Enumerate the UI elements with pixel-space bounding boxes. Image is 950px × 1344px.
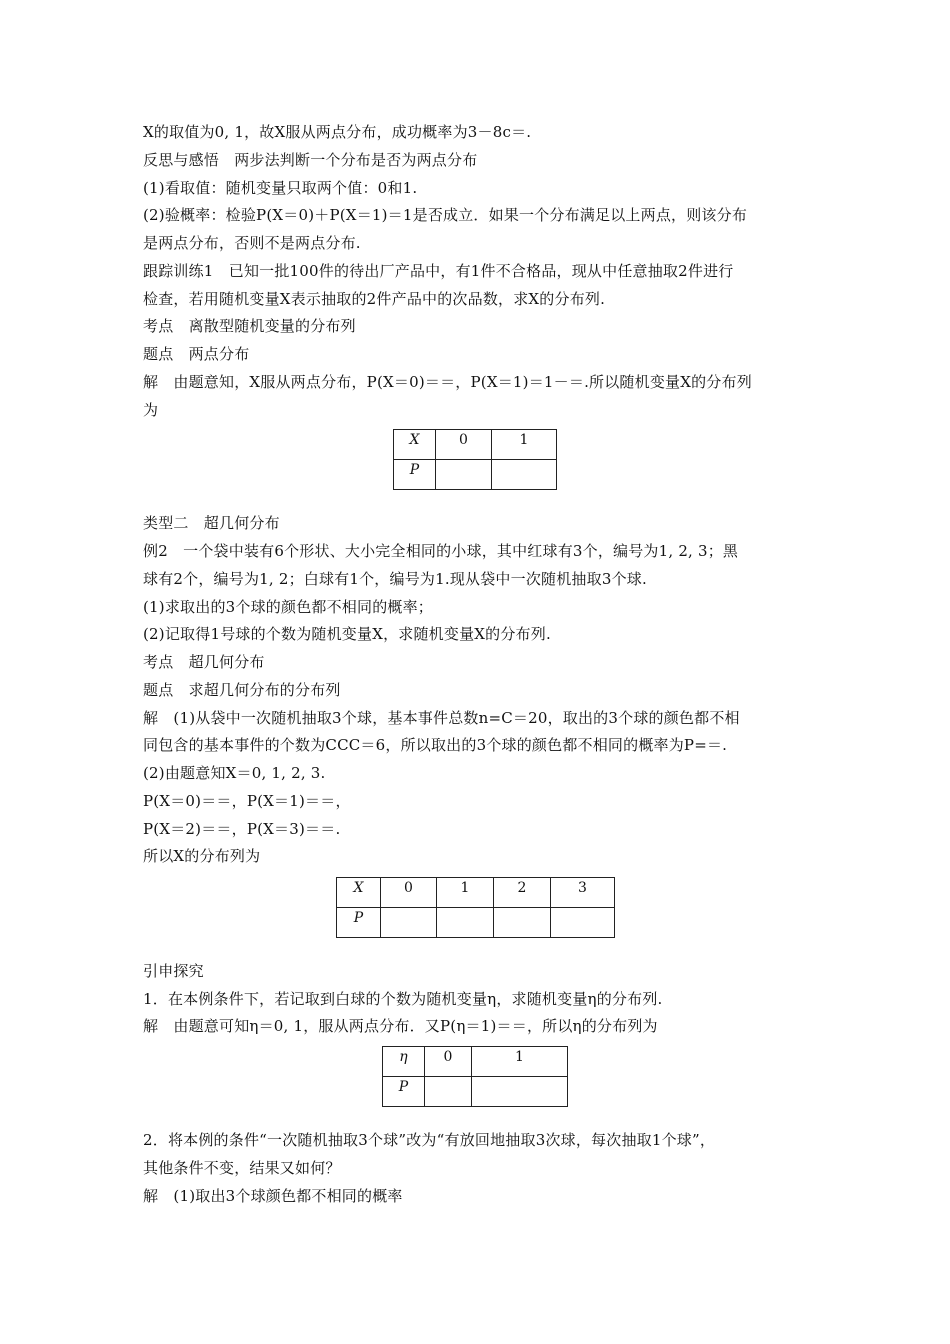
text-line-16: (2)记取得1号球的个数为随机变量X，求随机变量X的分布列. bbox=[143, 625, 551, 643]
table-row bbox=[337, 908, 615, 938]
text-line-29: 其他条件不变，结果又如何？ bbox=[143, 1159, 341, 1177]
text-line-6: 跟踪训练1 已知一批100件的待出厂产品中，有1件不合格品，现从中任意抽取2件进行 bbox=[143, 262, 734, 280]
table-cell: P bbox=[383, 1077, 425, 1107]
table-cell bbox=[437, 908, 494, 938]
text-line-5: 是两点分布，否则不是两点分布. bbox=[143, 234, 361, 252]
text-line-24: 所以X的分布列为 bbox=[143, 847, 261, 865]
text-line-3: (1)看取值：随机变量只取两个值：0和1. bbox=[143, 179, 418, 197]
text-line-7: 检查，若用随机变量X表示抽取的2件产品中的次品数，求X的分布列. bbox=[143, 290, 606, 308]
text-line-20: 同包含的基本事件的个数为CCC＝6，所以取出的3个球的颜色都不相同的概率为P=＝. bbox=[143, 736, 728, 754]
table-cell: 3 bbox=[551, 878, 615, 908]
text-line-2: 反思与感悟 两步法判断一个分布是否为两点分布 bbox=[143, 151, 478, 169]
table-cell: 1 bbox=[472, 1047, 568, 1077]
table-cell bbox=[551, 908, 615, 938]
table-row bbox=[383, 1047, 568, 1077]
table-row bbox=[394, 430, 557, 460]
table-cell: 0 bbox=[381, 878, 437, 908]
text-line-15: (1)求取出的3个球的颜色都不相同的概率； bbox=[143, 598, 433, 616]
table-cell bbox=[492, 460, 557, 490]
table-row bbox=[394, 460, 557, 490]
table-cell bbox=[494, 908, 551, 938]
table-row bbox=[337, 878, 615, 908]
text-line-25: 引申探究 bbox=[143, 962, 204, 980]
table-cell: P bbox=[337, 908, 381, 938]
table-cell: X bbox=[337, 878, 381, 908]
text-line-21: (2)由题意知X＝0, 1, 2, 3. bbox=[143, 764, 326, 782]
table-cell: 1 bbox=[437, 878, 494, 908]
table-cell: 0 bbox=[436, 430, 492, 460]
table-cell: P bbox=[394, 460, 436, 490]
distribution-table-1 bbox=[393, 429, 557, 490]
text-line-11: 为 bbox=[143, 401, 159, 419]
distribution-table-2 bbox=[336, 877, 615, 938]
table-cell: η bbox=[383, 1047, 425, 1077]
text-line-27: 解 由题意可知η＝0, 1，服从两点分布．又P(η＝1)＝＝，所以η的分布列为 bbox=[143, 1017, 658, 1035]
text-line-18: 题点 求超几何分布的分布列 bbox=[143, 681, 341, 699]
table-cell bbox=[381, 908, 437, 938]
table-cell: 2 bbox=[494, 878, 551, 908]
table-cell: 1 bbox=[492, 430, 557, 460]
distribution-table-3 bbox=[382, 1046, 568, 1107]
table-cell bbox=[436, 460, 492, 490]
text-line-28: 2．将本例的条件“一次随机抽取3个球”改为“有放回地抽取3次球，每次抽取1个球”， bbox=[143, 1131, 716, 1149]
text-line-23: P(X＝2)＝＝，P(X＝3)＝＝. bbox=[143, 820, 341, 838]
text-line-10: 解 由题意知，X服从两点分布，P(X＝0)＝＝，P(X＝1)＝1－＝.所以随机变量X的分布列 bbox=[143, 373, 752, 391]
table-row bbox=[383, 1077, 568, 1107]
table-cell: 0 bbox=[425, 1047, 472, 1077]
text-line-12: 类型二 超几何分布 bbox=[143, 514, 280, 532]
text-line-13: 例2 一个袋中装有6个形状、大小完全相同的小球，其中红球有3个，编号为1, 2, 3；黑 bbox=[143, 542, 739, 560]
text-line-19: 解 (1)从袋中一次随机抽取3个球，基本事件总数n=C＝20，取出的3个球的颜色都不相 bbox=[143, 709, 740, 727]
text-line-30: 解 (1)取出3个球颜色都不相同的概率 bbox=[143, 1187, 403, 1205]
text-line-8: 考点 离散型随机变量的分布列 bbox=[143, 317, 356, 335]
text-line-14: 球有2个，编号为1, 2；白球有1个，编号为1.现从袋中一次随机抽取3个球. bbox=[143, 570, 647, 588]
table-cell bbox=[472, 1077, 568, 1107]
text-line-17: 考点 超几何分布 bbox=[143, 653, 265, 671]
text-line-9: 题点 两点分布 bbox=[143, 345, 250, 363]
text-line-22: P(X＝0)＝＝，P(X＝1)＝＝， bbox=[143, 792, 351, 810]
text-line-26: 1．在本例条件下，若记取到白球的个数为随机变量η，求随机变量η的分布列. bbox=[143, 990, 663, 1008]
table-cell: X bbox=[394, 430, 436, 460]
text-line-4: (2)验概率：检验P(X＝0)＋P(X＝1)＝1是否成立．如果一个分布满足以上两点，则该分布 bbox=[143, 206, 748, 224]
table-cell bbox=[425, 1077, 472, 1107]
text-line-1: X的取值为0, 1，故X服从两点分布，成功概率为3－8c＝. bbox=[143, 123, 532, 141]
